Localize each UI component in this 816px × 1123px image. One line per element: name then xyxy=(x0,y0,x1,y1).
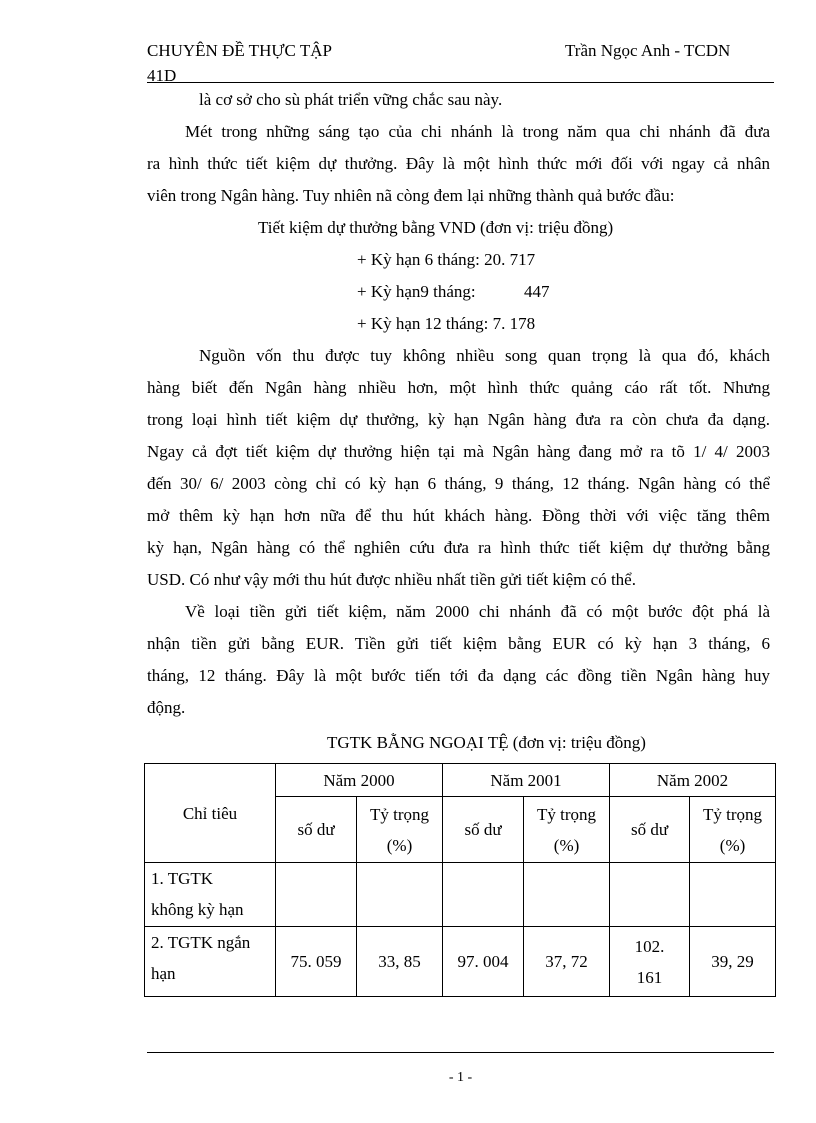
term-6-months: + Kỳ hạn 6 tháng: 20. 717 xyxy=(357,250,536,269)
subheader-share-line2: (%) xyxy=(719,835,746,855)
paragraph-line: Về loại tiền gửi tiết kiệm, năm 2000 chi nhánh đã có một bước đột phá là xyxy=(185,602,770,621)
paragraph-line: đến 30/ 6/ 2003 còng chỉ có kỳ hạn 6 tháng, 9 tháng, 12 tháng. Ngân hàng có thể xyxy=(147,474,770,493)
footer-divider xyxy=(147,1052,774,1053)
term-9-months-label: + Kỳ hạn9 tháng: xyxy=(357,282,476,301)
header-indicator: Chỉ tiêu xyxy=(145,764,276,863)
row-label-line1: 2. TGTK ngắn xyxy=(151,933,251,952)
table-cell xyxy=(276,927,357,997)
paragraph-line: trong loại hình tiết kiệm dự thưởng, kỳ hạn Ngân hàng đưa ra còn chưa đa dạng. xyxy=(147,410,770,429)
table-cell xyxy=(690,863,776,927)
row-label-line2: không kỳ hạn xyxy=(151,900,244,919)
table-header-row xyxy=(145,764,776,797)
table-caption: TGTK BẰNG NGOẠI TỆ (đơn vị: triệu đồng) xyxy=(327,733,646,752)
subheader-share-line1: Tỷ trọng xyxy=(369,804,430,824)
table-cell xyxy=(357,863,443,927)
subheader-share-line1: Tỷ trọng xyxy=(537,804,597,824)
paragraph-line: Ngay cả đợt tiết kiệm dự thưởng hiện tại mà Ngân hàng đang mở ra tõ 1/ 4/ 2003 xyxy=(147,442,770,461)
table-cell xyxy=(524,927,610,997)
table-cell xyxy=(524,863,610,927)
row-label xyxy=(145,863,276,927)
subheader-share-line2: (%) xyxy=(553,835,580,855)
header-author: Trần Ngọc Anh - TCDN xyxy=(565,41,731,60)
paragraph-line: là cơ sở cho sù phát triển vững chắc sau này. xyxy=(199,90,503,109)
subheader-share-line1: Tỷ trọng xyxy=(703,804,763,824)
subheader-balance: số dư xyxy=(443,797,524,863)
subheader-share xyxy=(357,797,443,863)
subheader-balance: số dư xyxy=(276,797,357,863)
paragraph-line: mở thêm kỳ hạn hơn nữa để thu hút khách hàng. Đồng thời với việc tăng thêm xyxy=(147,506,770,525)
header-year: Năm 2001 xyxy=(443,764,610,797)
paragraph-line: Nguồn vốn thu được tuy không nhiều song quan trọng là qua đó, khách xyxy=(199,346,770,365)
row-label-line2: hạn xyxy=(151,964,176,983)
term-12-months: + Kỳ hạn 12 tháng: 7. 178 xyxy=(357,314,536,333)
document-header-title xyxy=(147,38,332,88)
paragraph-line: ra hình thức tiết kiệm dự thưởng. Đây là một hình thức mới đối với ngay cả nhân xyxy=(147,154,770,173)
cell-line1: 37, 72 xyxy=(545,952,588,971)
header-title-line1: CHUYÊN ĐỀ THỰC TẬP xyxy=(147,41,332,60)
row-label-line1: 1. TGTK xyxy=(151,869,214,888)
cell-line1: 39, 29 xyxy=(711,952,754,971)
paragraph-line: nhận tiền gửi bằng EUR. Tiền gửi tiết kiệm bằng EUR có kỳ hạn 3 tháng, 6 xyxy=(147,634,770,653)
table-cell xyxy=(443,927,524,997)
header-year: Năm 2002 xyxy=(610,764,776,797)
paragraph-line: động. xyxy=(147,698,186,717)
paragraph-line: tháng, 12 tháng. Đây là một bước tiến tới đa dạng các đồng tiền Ngân hàng huy xyxy=(147,666,770,685)
table-cell xyxy=(443,863,524,927)
cell-line1: 102. xyxy=(634,936,665,956)
table-cell xyxy=(690,927,776,997)
paragraph-line: Mét trong những sáng tạo của chi nhánh là trong năm qua chi nhánh đã đưa xyxy=(185,122,770,141)
table-row xyxy=(145,863,776,927)
subheader-share-line2: (%) xyxy=(386,835,413,855)
paragraph-line: viên trong Ngân hàng. Tuy nhiên nã còng đem lại những thành quả bước đầu: xyxy=(147,186,675,205)
paragraph-line: hàng biết đến Ngân hàng nhiều hơn, một hình thức quảng cáo rất tốt. Nhưng xyxy=(147,378,770,397)
header-year: Năm 2000 xyxy=(276,764,443,797)
subheader-share xyxy=(690,797,776,863)
page-number: - 1 - xyxy=(448,1070,473,1085)
paragraph-line: kỳ hạn, Ngân hàng có thể nghiên cứu đưa ra hình thức tiết kiệm dự thưởng bằng xyxy=(147,538,770,557)
subheader-share xyxy=(524,797,610,863)
table-cell xyxy=(610,863,690,927)
header-title-line2: 41D xyxy=(147,66,177,85)
cell-line1: 75. 059 xyxy=(290,952,342,971)
cell-line2: 161 xyxy=(636,967,663,987)
cell-line1: 97. 004 xyxy=(457,952,509,971)
row-label xyxy=(145,927,276,997)
table-cell xyxy=(357,927,443,997)
header-divider xyxy=(147,82,774,83)
savings-caption: Tiết kiệm dự thưởng bằng VND (đơn vị: triệu đồng) xyxy=(258,218,614,237)
table-row xyxy=(145,927,776,997)
cell-line1: 33, 85 xyxy=(378,952,421,971)
table-cell xyxy=(610,927,690,997)
paragraph-line: USD. Có như vậy mới thu hút được nhiều nhất tiền gửi tiết kiệm có thể. xyxy=(147,570,636,589)
savings-foreign-currency-table xyxy=(144,763,776,997)
term-9-months-value: 447 xyxy=(524,282,550,301)
table-cell xyxy=(276,863,357,927)
subheader-balance: số dư xyxy=(610,797,690,863)
